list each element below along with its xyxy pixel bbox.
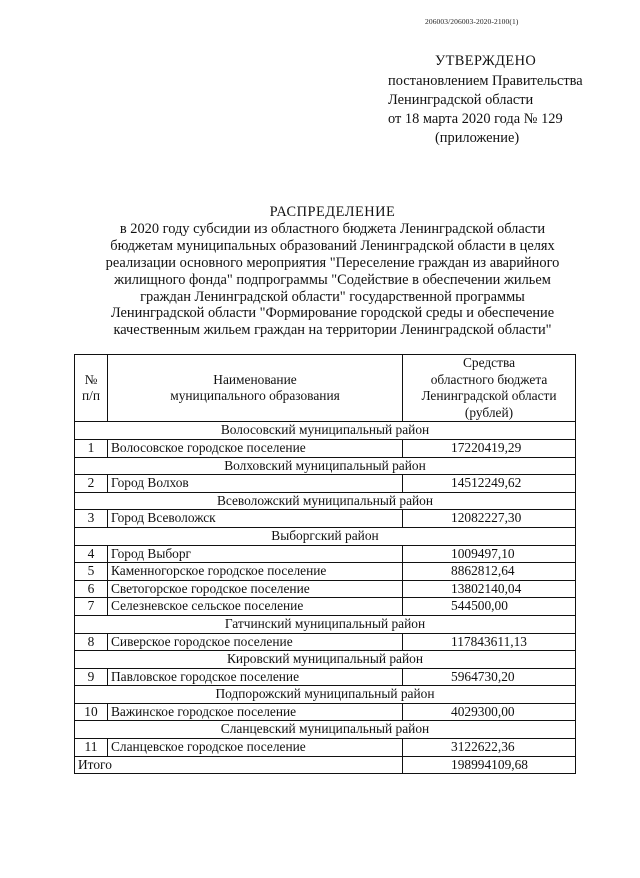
total-label: Итого <box>75 756 403 774</box>
amount: 544500,00 <box>403 598 576 616</box>
district-name: Подпорожский муниципальный район <box>75 686 576 704</box>
row-number: 6 <box>75 580 108 598</box>
distribution-table <box>74 354 576 774</box>
row-number: 4 <box>75 545 108 563</box>
header-amount-line: областного бюджета <box>430 371 548 387</box>
municipality-name: Павловское городское поселение <box>108 668 403 686</box>
table-row <box>75 703 576 721</box>
table-row <box>75 598 576 616</box>
row-number: 5 <box>75 563 108 581</box>
table-row <box>75 633 576 651</box>
header-num-line: № <box>84 371 98 387</box>
municipality-name: Сиверское городское поселение <box>108 633 403 651</box>
district-row <box>75 457 576 475</box>
table-row <box>75 545 576 563</box>
amount: 13802140,04 <box>403 580 576 598</box>
municipality-name: Светогорское городское поселение <box>108 580 403 598</box>
header-amount-line: Средства <box>462 355 516 370</box>
district-name: Гатчинский муниципальный район <box>75 615 576 633</box>
row-number: 10 <box>75 703 108 721</box>
district-row <box>75 492 576 510</box>
amount: 5964730,20 <box>403 668 576 686</box>
row-number: 1 <box>75 439 108 457</box>
amount: 4029300,00 <box>403 703 576 721</box>
amount: 12082227,30 <box>403 510 576 528</box>
header-name <box>108 355 403 422</box>
amount: 17220419,29 <box>403 439 576 457</box>
header-amount-line: Ленинградской области <box>421 388 557 404</box>
district-row <box>75 651 576 669</box>
document-heading <box>60 204 605 339</box>
approval-line: от 18 марта 2020 года № 129 <box>388 111 563 127</box>
approval-block <box>380 52 640 148</box>
heading-line: Ленинградской области "Формирование городской среды и обеспечение <box>110 305 555 322</box>
header-amount <box>403 355 576 422</box>
row-number: 3 <box>75 510 108 528</box>
table-row <box>75 580 576 598</box>
amount: 8862812,64 <box>403 563 576 581</box>
table-row <box>75 563 576 581</box>
municipality-name: Город Волхов <box>108 475 403 493</box>
table-row <box>75 439 576 457</box>
approval-title: УТВЕРЖДЕНО <box>435 53 537 69</box>
heading-line: бюджетам муниципальных образований Ленинградской области в целях <box>110 237 555 254</box>
table-header-row <box>75 355 576 422</box>
amount: 3122622,36 <box>403 739 576 757</box>
heading-line: реализации основного мероприятия "Переселение граждан из аварийного <box>105 254 560 271</box>
approval-note: (приложение) <box>435 130 520 146</box>
row-number: 7 <box>75 598 108 616</box>
municipality-name: Сланцевское городское поселение <box>108 739 403 757</box>
header-name-line: Наименование <box>213 371 297 387</box>
municipality-name: Волосовское городское поселение <box>108 439 403 457</box>
municipality-name: Важинское городское поселение <box>108 703 403 721</box>
row-number: 2 <box>75 475 108 493</box>
amount: 117843611,13 <box>403 633 576 651</box>
district-name: Волосовский муниципальный район <box>75 422 576 440</box>
heading-line: в 2020 году субсидии из областного бюджета Ленинградской области <box>119 220 546 237</box>
heading-line: граждан Ленинградской области" государственной программы <box>140 288 525 305</box>
table-row <box>75 668 576 686</box>
table-row <box>75 739 576 757</box>
table-row <box>75 475 576 493</box>
heading-line: жилищного фонда" подпрограммы "Содействие в обеспечении жильем <box>114 271 551 288</box>
district-name: Волховский муниципальный район <box>75 457 576 475</box>
total-amount: 198994109,68 <box>403 756 576 774</box>
header-name-line: муниципального образования <box>170 388 340 404</box>
header-num-line: п/п <box>81 388 101 404</box>
approval-line: Ленинградской области <box>388 92 534 108</box>
amount: 1009497,10 <box>403 545 576 563</box>
row-number: 8 <box>75 633 108 651</box>
row-number: 9 <box>75 668 108 686</box>
document-code: 206003/206003-2020-2100(1) <box>425 17 519 26</box>
amount: 14512249,62 <box>403 475 576 493</box>
district-row <box>75 615 576 633</box>
district-name: Кировский муниципальный район <box>75 651 576 669</box>
district-row <box>75 527 576 545</box>
row-number: 11 <box>75 739 108 757</box>
municipality-name: Город Всеволожск <box>108 510 403 528</box>
municipality-name: Селезневское сельское поселение <box>108 598 403 616</box>
district-row <box>75 721 576 739</box>
district-name: Выборгский район <box>75 527 576 545</box>
district-row <box>75 686 576 704</box>
table-row <box>75 510 576 528</box>
municipality-name: Каменногорское городское поселение <box>108 563 403 581</box>
total-row <box>75 756 576 774</box>
document-title: РАСПРЕДЕЛЕНИЕ <box>269 204 396 220</box>
district-name: Всеволожский муниципальный район <box>75 492 576 510</box>
district-row <box>75 422 576 440</box>
header-num <box>75 355 108 422</box>
district-name: Сланцевский муниципальный район <box>75 721 576 739</box>
municipality-name: Город Выборг <box>108 545 403 563</box>
approval-line: постановлением Правительства <box>388 73 583 89</box>
header-amount-line: (рублей) <box>464 404 514 420</box>
heading-line: качественным жильем граждан на территории Ленинградской области" <box>113 322 552 339</box>
